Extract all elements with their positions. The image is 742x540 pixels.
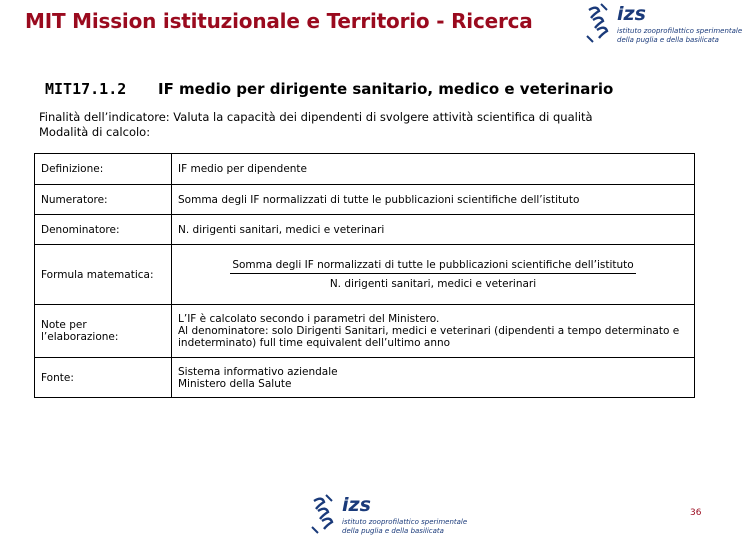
table-row-formula [35, 245, 695, 305]
formula-fraction [178, 259, 688, 290]
source-line-1: Sistema informativo aziendale [178, 365, 338, 378]
notes-line-2: Al denominatore: solo Dirigenti Sanitari, medici e veterinari (dipendenti a tempo determinato e [178, 325, 680, 337]
notes-line-1: L’IF è calcolato secondo i parametri del Ministero. [178, 313, 440, 325]
formula-denominator: N. dirigenti sanitari, medici e veterinari [329, 278, 537, 290]
indicator-description [39, 110, 699, 140]
source-label: Fonte: [35, 358, 172, 398]
notes-value [172, 305, 695, 358]
formula-label: Formula matematica: [35, 245, 172, 305]
logo-line-2: della puglia e della basilicata [342, 527, 444, 535]
table-row-numerator [35, 185, 695, 215]
izs-logo-top [585, 2, 742, 48]
formula-value [172, 245, 695, 305]
izs-logo-bottom [310, 493, 468, 537]
logo-line-1: istituto zooprofilattico sperimentale [617, 27, 742, 35]
logo-line-2: della puglia e della basilicata [617, 36, 719, 44]
izs-emblem-icon [310, 493, 340, 537]
notes-line-3: indeterminato) full time equivalent dell’ultimo anno [178, 337, 451, 349]
indicator-title: IF medio per dirigente sanitario, medico e veterinario [158, 80, 614, 98]
denominator-label: Denominatore: [35, 215, 172, 245]
table-row-notes [35, 305, 695, 358]
definition-value: IF medio per dipendente [172, 154, 695, 185]
table-row-source [35, 358, 695, 398]
logo-brand: izs [617, 3, 646, 25]
notes-label-line-1: Note per [41, 319, 87, 331]
logo-line-1: istituto zooprofilattico sperimentale [342, 518, 468, 526]
page-number: 36 [690, 508, 702, 518]
notes-label-line-2: l’elaborazione: [41, 331, 119, 343]
table-row-denominator [35, 215, 695, 245]
source-value [172, 358, 695, 398]
denominator-value: N. dirigenti sanitari, medici e veterinari [172, 215, 695, 245]
numerator-label: Numeratore: [35, 185, 172, 215]
formula-numerator: Somma degli IF normalizzati di tutte le pubblicazioni scientifiche dell’istituto [230, 259, 635, 274]
page-title: MIT Mission istituzionale e Territorio - Ricerca [25, 9, 533, 33]
logo-brand: izs [342, 494, 371, 516]
indicator-definition-table [34, 153, 695, 398]
notes-label [35, 305, 172, 358]
source-line-2: Ministero della Salute [178, 377, 292, 390]
definition-label: Definizione: [35, 154, 172, 185]
method-text: Modalità di calcolo: [39, 125, 151, 139]
purpose-text: Finalità dell’indicatore: Valuta la capacità dei dipendenti di svolgere attività scientifica di qualità [39, 110, 593, 124]
izs-emblem-icon [585, 2, 615, 46]
numerator-value: Somma degli IF normalizzati di tutte le pubblicazioni scientifiche dell’istituto [172, 185, 695, 215]
table-row-definition [35, 154, 695, 185]
indicator-code: MIT17.1.2 [45, 80, 127, 98]
